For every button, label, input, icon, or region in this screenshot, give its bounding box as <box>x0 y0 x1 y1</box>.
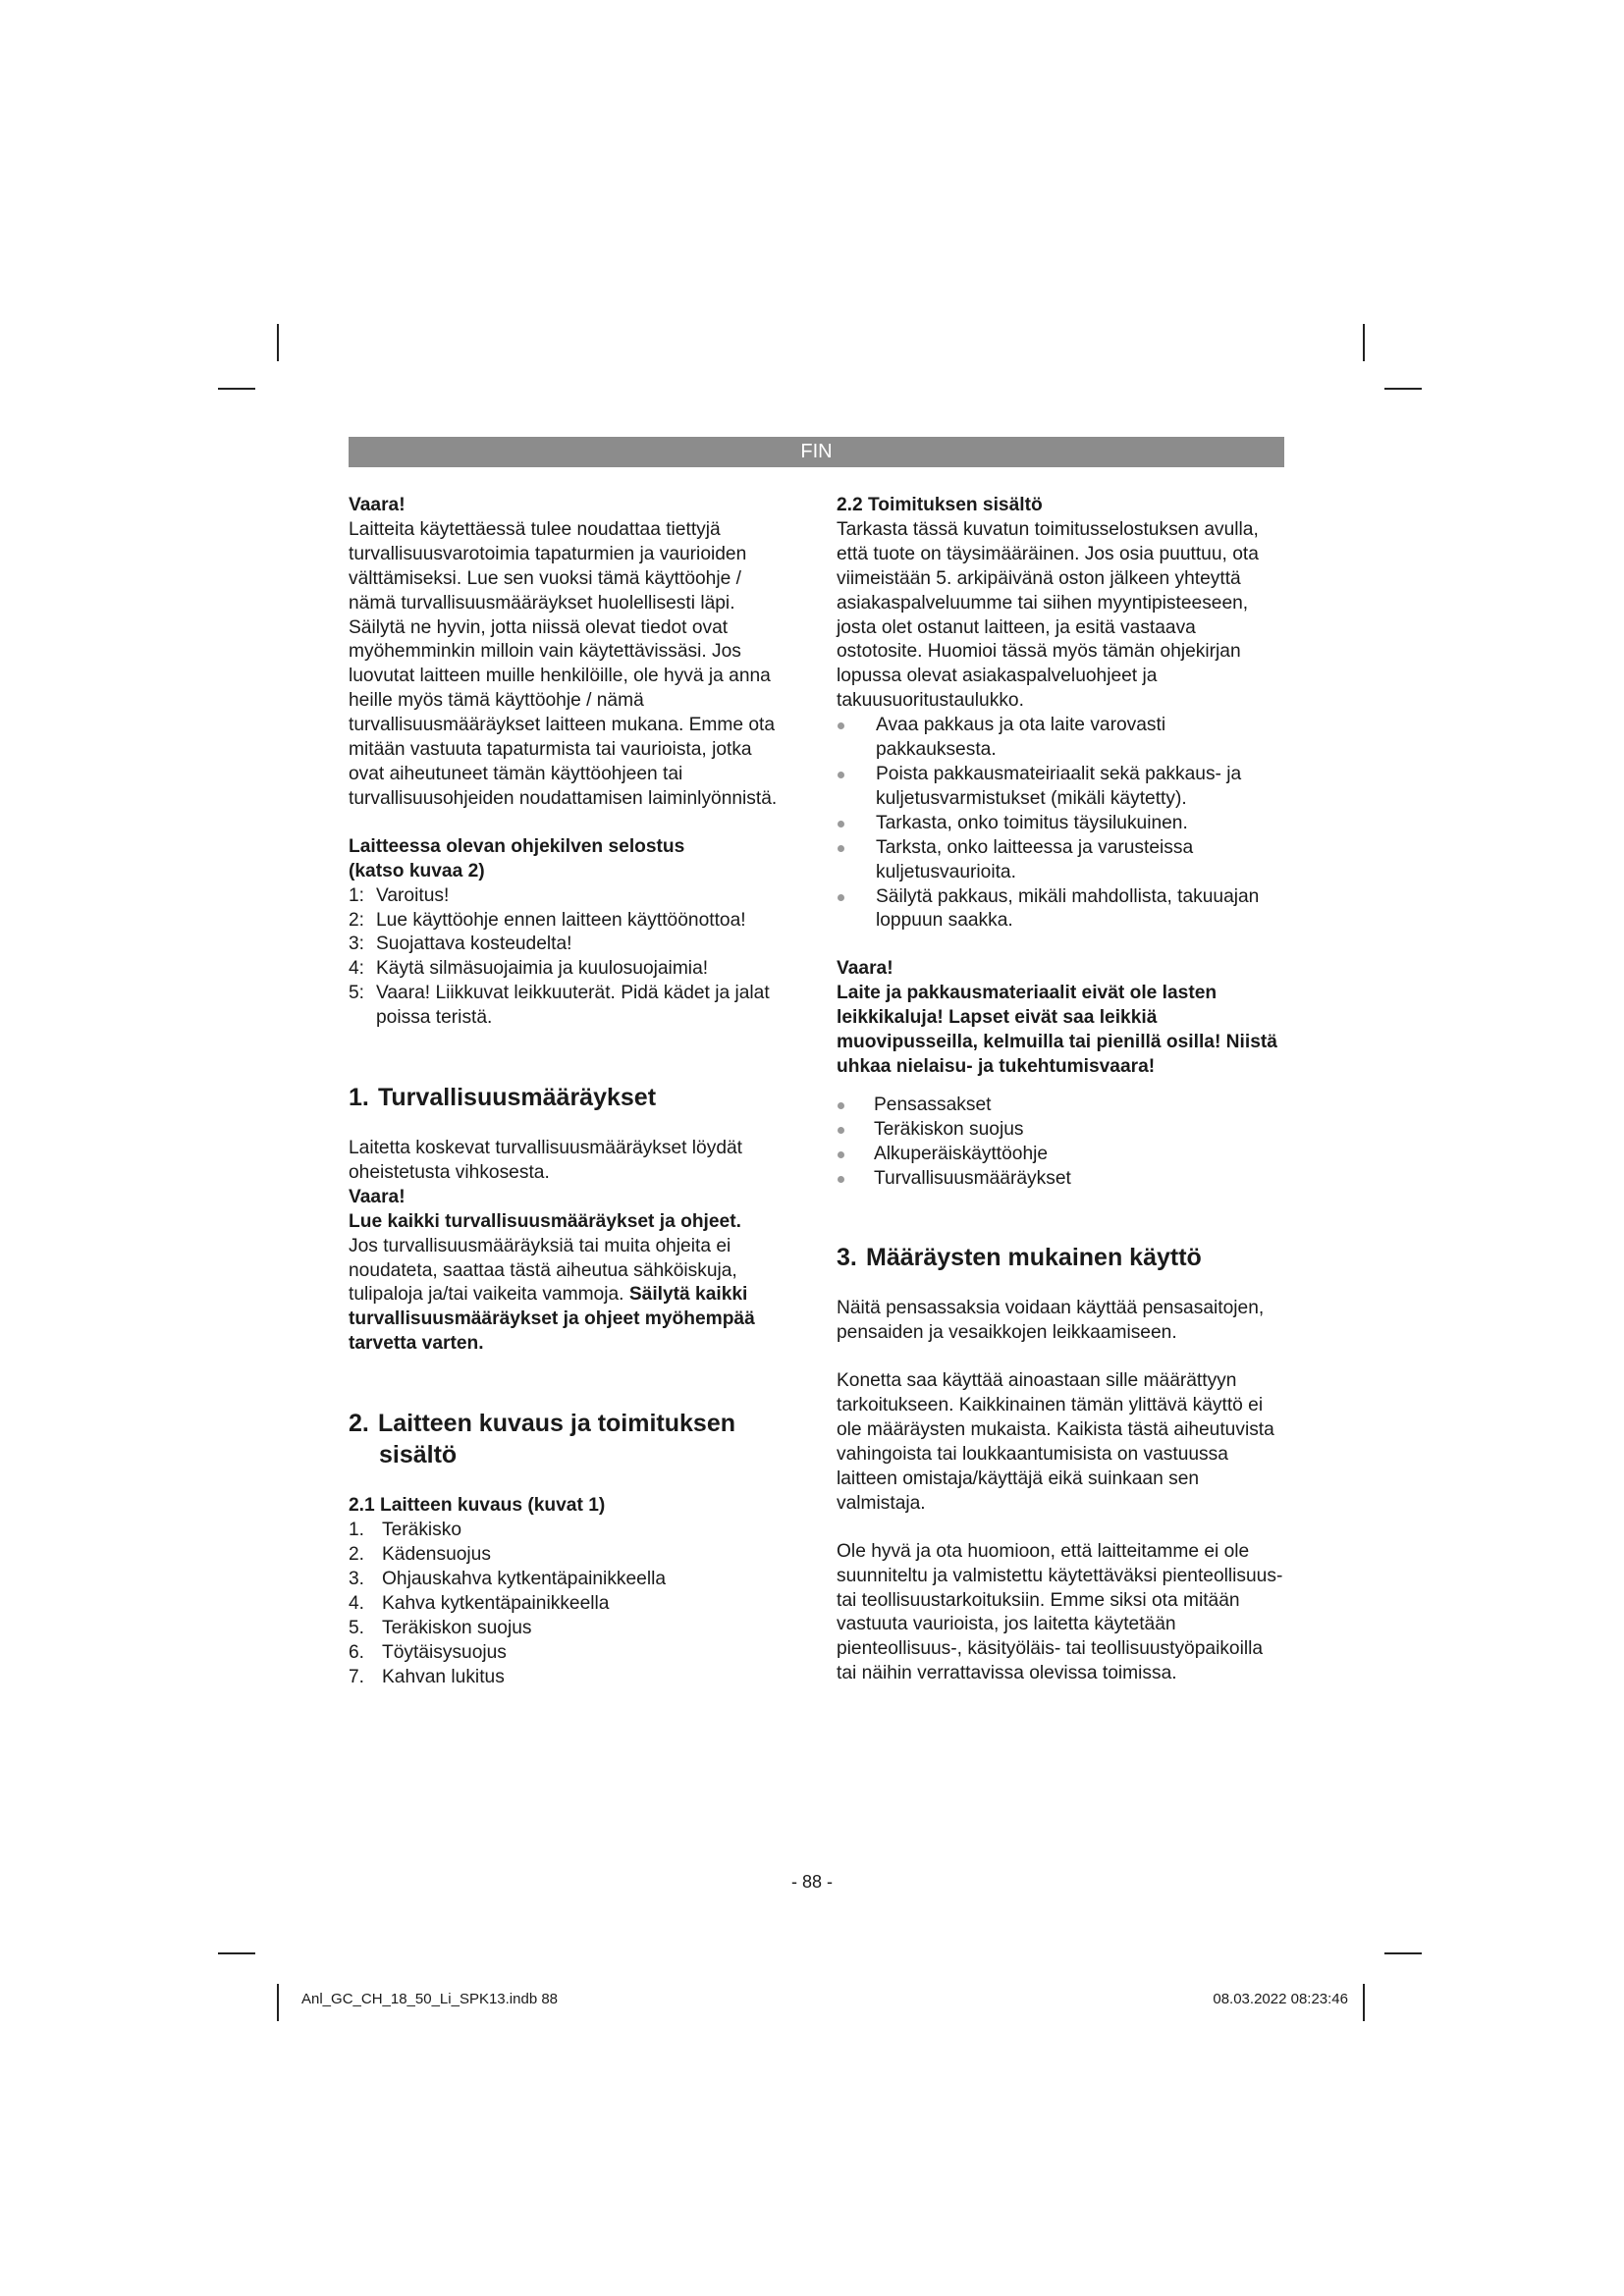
parts-list <box>349 1519 790 1689</box>
section-3-paragraph: Näitä pensassaksia voidaan käyttää pensasaitojen, pensaiden ja vesaikkojen leikkaamiseen. <box>837 1298 1265 1344</box>
list-item: Alkuperäiskäyttöohje <box>837 1143 1284 1167</box>
label-title-ref: (katso kuvaa 2) <box>349 860 485 881</box>
section-1-text: Laitetta koskevat turvallisuusmääräykset löydät oheistetusta vihkosesta. <box>349 1138 742 1183</box>
language-header: FIN <box>349 437 1284 467</box>
warning-title: Vaara! <box>349 495 406 515</box>
label-title: Laitteessa olevan ohjekilven selostus <box>349 835 685 857</box>
subsection-2-2-text: Tarkasta tässä kuvatun toimitusselostuksen avulla, että tuote on täysimääräinen. Jos osia puuttuu, ota viimeistään 5. arkipäivänä oston jälkeen yhteyttä asiakaspalveluumme tai siihen myyntipisteeseen, josta olet ostanut laitteen, ja esitä vastaava ostotosite. Huomioi tässä myös tämän ohjekirjan lopussa olevat asiakaspalveluohjeet ja takuusuoritustaulukko. <box>837 518 1259 712</box>
list-item: 4: Käytä silmäsuojaimia ja kuulosuojaimia! <box>349 958 709 980</box>
contents-list <box>837 1094 1284 1192</box>
page-number: - 88 - <box>790 1872 833 1892</box>
list-item: Tarksta, onko laitteessa ja varusteissa kuljetusvaurioita. <box>837 836 1284 885</box>
list-item: 1. Teräkisko <box>349 1520 462 1541</box>
crop-mark <box>1384 1952 1422 1954</box>
list-item: Poista pakkausmateiriaalit sekä pakkaus- ja kuljetusvarmistukset (mikäli käytetty). <box>837 763 1284 812</box>
list-item: 6. Töytäisysuojus <box>349 1641 507 1663</box>
subsection-2-1-heading: 2.1 Laitteen kuvaus (kuvat 1) <box>349 1495 606 1517</box>
bullet-icon <box>838 1151 844 1158</box>
list-item: 3: Suojattava kosteudelta! <box>349 934 572 955</box>
bullet-icon <box>838 772 844 778</box>
bullet-icon <box>838 722 844 729</box>
section-2-heading: 2. Laitteen kuvaus ja toimituksen sisältö <box>349 1410 735 1469</box>
section-1-bold: Lue kaikki turvallisuusmääräykset ja ohjeet. <box>349 1210 741 1232</box>
list-item: 3. Ohjauskahva kytkentäpainikkeella <box>349 1568 667 1589</box>
section-1-warning: Vaara! <box>349 1186 406 1207</box>
file-slug: Anl_GC_CH_18_50_Li_SPK13.indb 88 <box>301 1991 559 2007</box>
warning-text: Laite ja pakkausmateriaalit eivät ole lasten leikkikaluja! Lapset eivät saa leikkiä muovipusseilla, kelmuilla tai pienillä osilla! Niistä uhkaa nielaisu- ja tukehtumisvaara! <box>837 983 1277 1077</box>
bullet-icon <box>838 1176 844 1183</box>
list-item: Pensassakset <box>837 1094 1284 1118</box>
label-list <box>349 884 790 1031</box>
crop-mark <box>1363 324 1365 361</box>
subsection-2-2-heading: 2.2 Toimituksen sisältö <box>837 495 1043 515</box>
list-item: 7. Kahvan lukitus <box>349 1666 505 1687</box>
list-item: Turvallisuusmääräykset <box>837 1167 1284 1192</box>
list-item: 5: Vaara! Liikkuvat leikkuuterät. Pidä kädet ja jalat poissa teristä. <box>349 983 770 1029</box>
bullet-icon <box>838 894 844 901</box>
list-item: 2. Kädensuojus <box>349 1544 491 1565</box>
list-item: 2: Lue käyttöohje ennen laitteen käyttöönottoa! <box>349 909 746 931</box>
crop-mark <box>1363 1984 1365 2021</box>
crop-mark <box>277 324 279 361</box>
bullet-icon <box>838 821 844 828</box>
list-item: 1: Varoitus! <box>349 884 450 906</box>
list-item: Teräkiskon suojus <box>837 1118 1284 1143</box>
warning-text: Laitteita käytettäessä tulee noudattaa tiettyjä turvallisuusvarotoimia tapaturmien ja vaurioiden välttämiseksi. Lue sen vuoksi tämä käyttöohje / nämä turvallisuusmääräykset huolellisesti läpi. Säilytä ne hyvin, jotta niissä olevat tiedot ovat myöhemminkin milloin vain käytettävissäsi. Jos luovutat laitteen muille henkilöille, ole hyvä ja anna heille myös tämä käyttöohje / nämä turvallisuusmääräykset laitteen mukana. Emme ota mitään vastuuta tapaturmista tai vaurioista, jotka ovat aiheutuneet tämän käyttöohjeen tai turvallisuusohjeiden noudattamisen laiminlyönnistä. <box>349 518 778 809</box>
list-item: Tarkasta, onko toimitus täysilukuinen. <box>837 812 1284 836</box>
crop-mark <box>218 1952 255 1954</box>
list-item: 5. Teräkiskon suojus <box>349 1617 532 1638</box>
warning-title: Vaara! <box>837 958 893 980</box>
section-3-paragraph: Konetta saa käyttää ainoastaan sille määrättyyn tarkoitukseen. Kaikkinainen tämän ylittävä käyttö ei ole määräysten mukaista. Kaikista tästä aiheutuvista vahingoista tai loukkaantumisista on vastuussa laitteen omistaja/käyttäjä eikä suinkaan sen valmistaja. <box>837 1370 1274 1514</box>
bullet-icon <box>838 1127 844 1134</box>
section-1-paragraph: Jos turvallisuusmääräyksiä tai muita ohjeita ei noudateta, saattaa tästä aiheutua sähköiskuja, tulipaloja ja/tai vaikeita vammoja. Säilytä kaikki turvallisuusmääräykset ja ohjeet myöhempää tarvetta varten. <box>349 1235 755 1355</box>
list-item: Avaa pakkaus ja ota laite varovasti pakkauksesta. <box>837 714 1284 763</box>
section-3-paragraph: Ole hyvä ja ota huomioon, että laitteitamme ei ole suunniteltu ja valmistettu käytettäväksi pienteollisuus- tai teollisuustarkoituksiin. Emme siksi ota mitään vastuuta vaurioista, jos laitetta käytetään pienteollisuus-, käsityöläis- tai teollisuustyöpaikoilla tai näihin verrattavissa olevissa toimissa. <box>837 1540 1283 1684</box>
right-column <box>837 494 1284 1686</box>
unpacking-list <box>837 714 1284 934</box>
list-item: 4. Kahva kytkentäpainikkeella <box>349 1592 610 1614</box>
crop-mark <box>218 388 255 390</box>
bullet-icon <box>838 845 844 852</box>
crop-mark <box>1384 388 1422 390</box>
list-item: Säilytä pakkaus, mikäli mahdollista, takuuajan loppuun saakka. <box>837 885 1284 934</box>
left-column <box>349 494 790 1689</box>
section-1-heading: 1. Turvallisuusmääräykset <box>349 1084 657 1112</box>
crop-mark <box>277 1984 279 2021</box>
section-3-heading: 3. Määräysten mukainen käyttö <box>837 1244 1202 1272</box>
bullet-icon <box>838 1102 844 1109</box>
timestamp-slug: 08.03.2022 08:23:46 <box>1213 1991 1348 2007</box>
